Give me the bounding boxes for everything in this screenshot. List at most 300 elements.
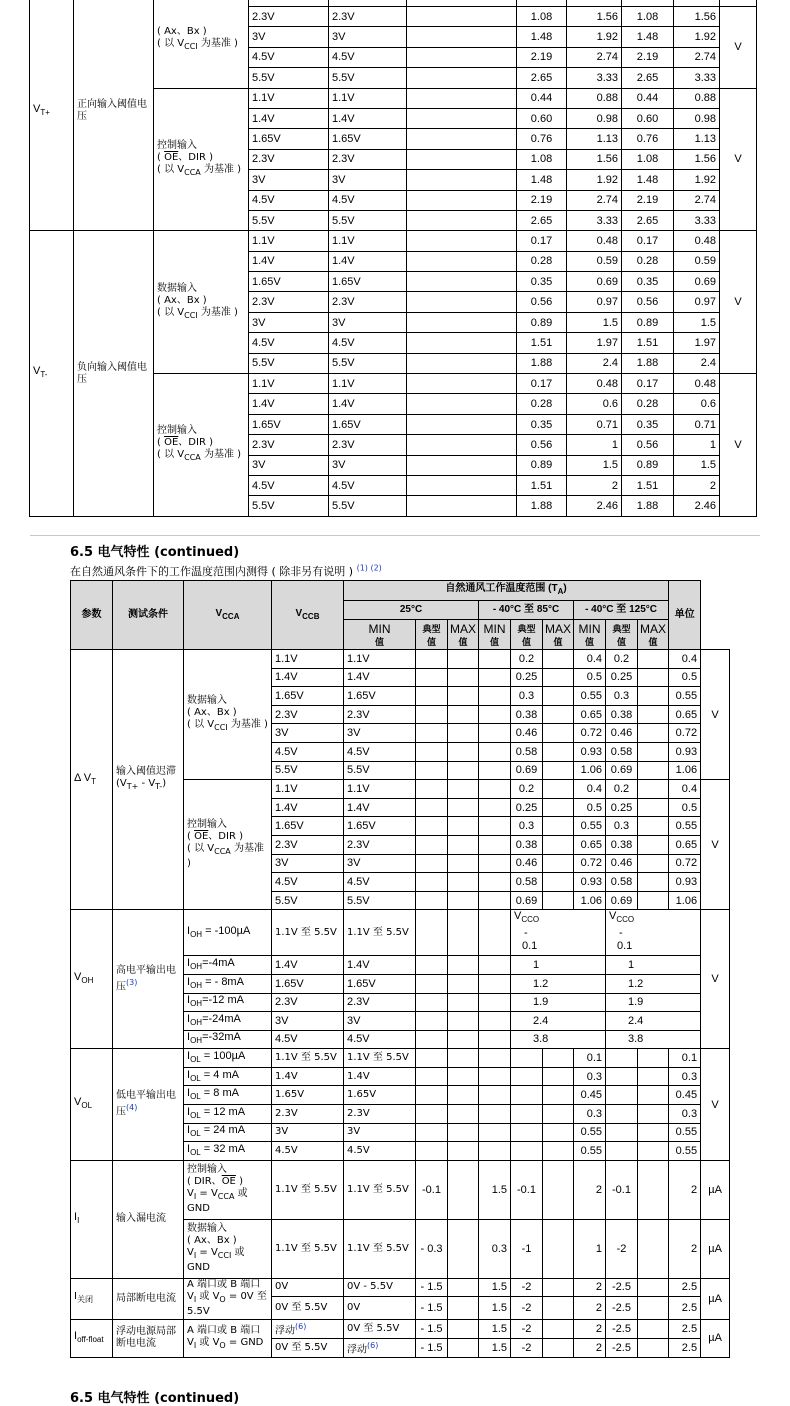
typ-cell xyxy=(407,496,517,516)
header-subcol: 典型 值 xyxy=(511,620,543,650)
max-cell: 3.33 xyxy=(674,210,720,230)
min-cell: 1.9 xyxy=(606,993,701,1012)
max-cell: 0.65 xyxy=(574,705,606,724)
table-cell xyxy=(638,1338,669,1357)
max-cell: 0.45 xyxy=(669,1086,701,1105)
typ-cell xyxy=(407,312,517,332)
min-cell: 2.19 xyxy=(517,47,567,67)
vcca-cell: 3V xyxy=(272,724,344,743)
min-cell: 0.44 xyxy=(517,88,567,108)
max-cell: 0.59 xyxy=(567,251,622,271)
typ-cell xyxy=(543,835,574,854)
table-cell xyxy=(479,1086,511,1105)
section-note: 在自然通风条件下的工作温度范围内测得 ( 除非另有说明 ) $^{(1) (2)}$ xyxy=(70,563,382,578)
max-cell xyxy=(479,817,511,836)
max-cell: 0.55 xyxy=(574,687,606,706)
typ-cell xyxy=(638,817,669,836)
max-cell: 0.72 xyxy=(669,854,701,873)
vcca-cell: 0V xyxy=(272,1278,344,1296)
min-cell: 0.2 xyxy=(511,780,543,799)
min-cell: 1.08 xyxy=(517,149,567,169)
vcca-cell: 1.4V xyxy=(272,956,344,975)
typ-cell xyxy=(448,650,479,669)
vcca-cell: 1.65V xyxy=(249,129,329,149)
min-cell: 0.35 xyxy=(517,414,567,434)
vccb-cell: 1.1V xyxy=(329,88,407,108)
typ-cell xyxy=(638,761,669,780)
table-cell xyxy=(448,1030,479,1049)
min-cell: 0.3 xyxy=(511,817,543,836)
vccb-cell: 1.1V xyxy=(344,780,416,799)
min-cell: 0.28 xyxy=(622,251,674,271)
table-cell xyxy=(543,1338,574,1357)
table-cell xyxy=(638,1086,669,1105)
max-cell: 2 xyxy=(567,475,622,495)
table-cell xyxy=(416,1142,448,1161)
unit-cell: µA xyxy=(701,1160,730,1219)
table-cell xyxy=(606,1105,638,1124)
min-cell: 0.89 xyxy=(517,312,567,332)
max-cell: 0.65 xyxy=(669,705,701,724)
table-cell xyxy=(479,910,511,956)
condition-cell: $I_{OH}=-12$ mA xyxy=(184,993,272,1012)
min-cell: 0.56 xyxy=(622,435,674,455)
max-cell: 0.3 xyxy=(479,1219,511,1278)
max-cell: 0.97 xyxy=(567,292,622,312)
max-cell: 0.6 xyxy=(567,394,622,414)
typ-cell xyxy=(543,668,574,687)
typ-cell xyxy=(448,891,479,910)
max-cell: 2 xyxy=(574,1160,606,1219)
spec-row xyxy=(30,231,757,251)
unit-cell: V xyxy=(720,7,757,89)
min-cell: 1.48 xyxy=(622,27,674,47)
max-cell: 2.5 xyxy=(669,1338,701,1357)
max-cell: 0.5 xyxy=(669,798,701,817)
typ-cell xyxy=(448,742,479,761)
min-cell: 1.08 xyxy=(622,7,674,27)
vcca-cell: 1.65V xyxy=(272,974,344,993)
min-cell: 0.2 xyxy=(606,780,638,799)
min-cell: 0.25 xyxy=(606,668,638,687)
vcca-cell: 1.65V xyxy=(249,272,329,292)
table-cell xyxy=(479,1030,511,1049)
typ-cell xyxy=(407,108,517,128)
vccb-cell: 3V xyxy=(344,1012,416,1031)
table-cell xyxy=(448,1278,479,1296)
min-cell: 1.2 xyxy=(511,974,606,993)
max-cell: 2 xyxy=(574,1319,606,1338)
vcca-cell: 2.3V xyxy=(272,705,344,724)
typ-cell xyxy=(448,687,479,706)
max-cell xyxy=(479,854,511,873)
max-cell: 0.65 xyxy=(669,835,701,854)
min-cell: 1.08 xyxy=(517,7,567,27)
vccb-cell: 1.1V xyxy=(329,374,407,394)
typ-cell xyxy=(448,780,479,799)
typ-cell xyxy=(407,88,517,108)
max-cell: 0.93 xyxy=(669,873,701,892)
header-subcol: MIN 值 xyxy=(574,620,606,650)
table-cell xyxy=(479,993,511,1012)
table-cell xyxy=(448,1219,479,1278)
min-cell: 2.65 xyxy=(622,210,674,230)
typ-cell xyxy=(448,817,479,836)
min-cell: 2.65 xyxy=(622,68,674,88)
typ-cell xyxy=(638,650,669,669)
min-cell xyxy=(416,761,448,780)
vccb-cell: 2.3V xyxy=(344,835,416,854)
vcca-cell: 3V xyxy=(249,455,329,475)
typ-cell xyxy=(543,854,574,873)
max-cell: 1.13 xyxy=(567,129,622,149)
table-cell xyxy=(448,974,479,993)
min-cell: -0.1 xyxy=(511,1160,543,1219)
max-cell: 0.4 xyxy=(574,780,606,799)
max-cell: 1.06 xyxy=(669,891,701,910)
typ-cell xyxy=(407,374,517,394)
table-cell xyxy=(479,956,511,975)
spec-row xyxy=(71,910,730,956)
min-cell: 0.76 xyxy=(622,129,674,149)
max-cell xyxy=(479,891,511,910)
max-cell: 1.92 xyxy=(567,170,622,190)
vccb-cell: 1.65V xyxy=(329,129,407,149)
min-cell: 0.89 xyxy=(622,312,674,332)
vccb-cell: 2.3V xyxy=(329,435,407,455)
table-cell xyxy=(511,1067,543,1086)
table-cell xyxy=(448,1067,479,1086)
max-cell: 2.5 xyxy=(669,1319,701,1338)
min-cell: - 0.3 xyxy=(416,1219,448,1278)
header-subcol: MAX 值 xyxy=(448,620,479,650)
min-cell: 3.8 xyxy=(511,1030,606,1049)
max-cell: 1.56 xyxy=(674,7,720,27)
vcca-cell: 5.5V xyxy=(249,68,329,88)
min-cell: 0.60 xyxy=(517,108,567,128)
table-cell xyxy=(638,1296,669,1319)
max-cell: 0.48 xyxy=(674,374,720,394)
min-cell xyxy=(416,742,448,761)
max-cell: 0.69 xyxy=(567,272,622,292)
vcca-cell: 3V xyxy=(249,312,329,332)
table-cell xyxy=(606,1086,638,1105)
table-cell xyxy=(606,1123,638,1142)
min-cell: 0.38 xyxy=(511,835,543,854)
spec-table xyxy=(70,580,730,1358)
max-cell xyxy=(479,798,511,817)
table-cell xyxy=(543,1105,574,1124)
header-param: 参数 xyxy=(71,581,113,650)
typ-cell xyxy=(407,353,517,373)
typ-cell xyxy=(638,705,669,724)
symbol-cell: $I_{off-float}$ xyxy=(71,1319,113,1357)
min-cell: 0.3 xyxy=(606,687,638,706)
min-cell: 0.46 xyxy=(511,724,543,743)
min-cell xyxy=(416,650,448,669)
vccb-cell: 1.65V xyxy=(344,687,416,706)
max-cell: 0.72 xyxy=(669,724,701,743)
max-cell: 0.6 xyxy=(674,394,720,414)
header-vccb: $V_{CCB}$ xyxy=(272,581,344,650)
max-cell xyxy=(479,761,511,780)
vccb-cell: 4.5V xyxy=(344,742,416,761)
vcca-cell: 2.3V xyxy=(272,1105,344,1124)
table-cell xyxy=(543,1067,574,1086)
header-vcca: $V_{CCA}$ xyxy=(184,581,272,650)
unit-cell: V xyxy=(701,650,730,780)
max-cell: 0.55 xyxy=(669,1142,701,1161)
table-cell xyxy=(448,956,479,975)
min-cell: 0.46 xyxy=(606,854,638,873)
condition-cell: A 端口或 B 端口 $V_I$ 或 $V_O = 0V$ 至 5.5V xyxy=(184,1278,272,1319)
header-subcol: MAX 值 xyxy=(638,620,669,650)
vcca-cell: 1.1V xyxy=(249,374,329,394)
unit-cell: µA xyxy=(701,1219,730,1278)
typ-cell xyxy=(407,414,517,434)
min-cell: 0.25 xyxy=(511,668,543,687)
vccb-cell: 1.65V xyxy=(329,414,407,434)
min-cell xyxy=(416,854,448,873)
max-cell: 1.56 xyxy=(567,7,622,27)
vccb-cell: 浮动$^{(6)}$ xyxy=(344,1338,416,1357)
vccb-cell: 3V xyxy=(344,1123,416,1142)
typ-cell xyxy=(638,873,669,892)
min-cell: 0.76 xyxy=(517,129,567,149)
min-cell xyxy=(416,668,448,687)
typ-cell xyxy=(407,210,517,230)
table-cell xyxy=(479,1105,511,1124)
table-cell xyxy=(606,1049,638,1068)
max-cell: 0.55 xyxy=(669,817,701,836)
max-cell: 1.92 xyxy=(674,27,720,47)
spec-row xyxy=(71,1319,730,1338)
condition-cell: 控制输入 ( $\overline{OE}$、DIR ) ( 以 $V_{CCA}$ 为基准 ) xyxy=(184,780,272,910)
typ-cell xyxy=(638,668,669,687)
min-cell: 0.89 xyxy=(622,455,674,475)
condition-cell: $I_{OL} = 4$ mA xyxy=(184,1067,272,1086)
vcca-cell: 2.3V xyxy=(249,149,329,169)
typ-cell xyxy=(407,394,517,414)
param-cell: 输入阈值迟滞 $(V_{T+} - V_{T-})$ xyxy=(113,650,184,910)
max-cell: 0.65 xyxy=(574,835,606,854)
header-range: 自然通风工作温度范围 $(T_A)$ xyxy=(344,581,669,601)
table-cell xyxy=(416,1012,448,1031)
top-table xyxy=(29,0,757,517)
typ-cell xyxy=(448,873,479,892)
vcca-cell: 1.65V xyxy=(272,817,344,836)
condition-cell: $I_{OH}$ = - 8mA xyxy=(184,974,272,993)
max-cell: 1.92 xyxy=(567,27,622,47)
symbol-cell: $V_{OH}$ xyxy=(71,910,113,1049)
typ-cell xyxy=(407,272,517,292)
typ-cell xyxy=(448,761,479,780)
max-cell xyxy=(479,650,511,669)
table-cell xyxy=(606,1067,638,1086)
table-cell xyxy=(543,1123,574,1142)
max-cell: 2.74 xyxy=(674,190,720,210)
table-cell xyxy=(543,1278,574,1296)
max-cell: 0.93 xyxy=(574,873,606,892)
max-cell xyxy=(479,705,511,724)
table-cell xyxy=(448,1012,479,1031)
vcca-cell: 1.4V xyxy=(249,108,329,128)
max-cell: 3.33 xyxy=(674,68,720,88)
min-cell xyxy=(416,817,448,836)
vccb-cell: 2.3V xyxy=(344,993,416,1012)
typ-cell xyxy=(543,724,574,743)
vccb-cell: 0V 至 5.5V xyxy=(344,1319,416,1338)
min-cell xyxy=(416,798,448,817)
table-cell xyxy=(479,1142,511,1161)
vccb-cell: 0V xyxy=(344,1296,416,1319)
vcca-cell: 4.5V xyxy=(272,1030,344,1049)
max-cell: 0.3 xyxy=(669,1105,701,1124)
vccb-cell: 1.1V 至 5.5V xyxy=(344,1219,416,1278)
max-cell: 2 xyxy=(574,1338,606,1357)
max-cell: 0.1 xyxy=(669,1049,701,1068)
max-cell: 1.56 xyxy=(567,149,622,169)
typ-cell xyxy=(448,854,479,873)
table-cell xyxy=(638,1160,669,1219)
min-cell: 0.28 xyxy=(517,251,567,271)
min-cell: 0.46 xyxy=(511,854,543,873)
table-cell xyxy=(416,993,448,1012)
vccb-cell: 2.3V xyxy=(344,1105,416,1124)
max-cell: 0.3 xyxy=(669,1067,701,1086)
table-cell xyxy=(416,1086,448,1105)
min-cell: 0.89 xyxy=(517,455,567,475)
min-cell: 0.69 xyxy=(511,891,543,910)
typ-cell xyxy=(407,7,517,27)
min-cell: 1.2 xyxy=(606,974,701,993)
condition-cell: $I_{OL} = 12$ mA xyxy=(184,1105,272,1124)
param-cell: 输入漏电流 xyxy=(113,1160,184,1278)
min-cell: -0.1 xyxy=(416,1160,448,1219)
min-cell: 0.38 xyxy=(606,835,638,854)
max-cell: 0.4 xyxy=(669,780,701,799)
vccb-cell: 1.1V xyxy=(329,231,407,251)
min-cell: 0.56 xyxy=(622,292,674,312)
max-cell: 2.46 xyxy=(567,496,622,516)
min-cell: -2.5 xyxy=(606,1296,638,1319)
table-cell xyxy=(448,1086,479,1105)
vcca-cell: 1.1V 至 5.5V xyxy=(272,910,344,956)
vccb-cell: 1.4V xyxy=(329,108,407,128)
typ-cell xyxy=(638,798,669,817)
vcca-cell: 3V xyxy=(249,27,329,47)
vccb-cell: 5.5V xyxy=(344,761,416,780)
typ-cell xyxy=(407,455,517,475)
min-cell: 0.46 xyxy=(606,724,638,743)
condition-cell: $I_{OL} = 32$ mA xyxy=(184,1142,272,1161)
max-cell xyxy=(479,724,511,743)
max-cell: 0.59 xyxy=(674,251,720,271)
condition-cell: $I_{OL} = 8$ mA xyxy=(184,1086,272,1105)
table-cell xyxy=(511,1049,543,1068)
spec-row xyxy=(71,650,730,669)
typ-cell xyxy=(543,780,574,799)
vccb-cell: 1.4V xyxy=(329,251,407,271)
table-cell xyxy=(479,1067,511,1086)
max-cell: 0.71 xyxy=(567,414,622,434)
table-cell xyxy=(543,1319,574,1338)
min-cell: 0.28 xyxy=(517,394,567,414)
table-cell xyxy=(511,1123,543,1142)
min-cell: 1.51 xyxy=(517,333,567,353)
min-cell: -2 xyxy=(511,1296,543,1319)
min-cell: - 1.5 xyxy=(416,1338,448,1357)
max-cell: 2.74 xyxy=(567,190,622,210)
min-cell: - 1.5 xyxy=(416,1296,448,1319)
table-cell xyxy=(416,1105,448,1124)
max-cell: 0.98 xyxy=(674,108,720,128)
max-cell: 0.48 xyxy=(567,231,622,251)
header-unit: 单位 xyxy=(669,581,701,650)
max-cell: 0.93 xyxy=(574,742,606,761)
min-cell: 2.19 xyxy=(622,190,674,210)
min-cell: 0.25 xyxy=(606,798,638,817)
max-cell: 2 xyxy=(574,1278,606,1296)
section-divider xyxy=(30,535,760,536)
table-cell xyxy=(448,1338,479,1357)
max-cell: 0.71 xyxy=(674,414,720,434)
vcca-cell: 1.4V xyxy=(272,798,344,817)
vcca-cell: 1.1V xyxy=(249,88,329,108)
vcca-cell: 1.4V xyxy=(249,394,329,414)
typ-cell xyxy=(407,475,517,495)
vcca-cell: 5.5V xyxy=(249,210,329,230)
unit-cell: µA xyxy=(701,1278,730,1319)
param-cell: 负向输入阈值电压 xyxy=(74,231,154,516)
min-cell: 2.19 xyxy=(622,47,674,67)
vccb-cell: 5.5V xyxy=(329,68,407,88)
vcca-cell: 4.5V xyxy=(272,1142,344,1161)
table-cell xyxy=(416,910,448,956)
vcca-cell: 2.3V xyxy=(249,7,329,27)
vcca-cell: 4.5V xyxy=(272,873,344,892)
table-cell xyxy=(448,1160,479,1219)
vcca-cell: 1.1V xyxy=(249,231,329,251)
table-cell xyxy=(416,1030,448,1049)
min-cell: 0.28 xyxy=(622,394,674,414)
vccb-cell: 1.1V 至 5.5V xyxy=(344,910,416,956)
typ-cell xyxy=(638,835,669,854)
min-cell: 1.08 xyxy=(622,149,674,169)
typ-cell xyxy=(638,891,669,910)
vcca-cell: 4.5V xyxy=(249,47,329,67)
max-cell: 0.88 xyxy=(674,88,720,108)
max-cell: 0.55 xyxy=(574,1142,606,1161)
table-cell xyxy=(638,1319,669,1338)
max-cell: 0.88 xyxy=(567,88,622,108)
typ-cell xyxy=(407,251,517,271)
max-cell xyxy=(479,835,511,854)
max-cell: 0.98 xyxy=(567,108,622,128)
symbol-cell: $I_I$ xyxy=(71,1160,113,1278)
symbol-cell: $V_{T-}$ xyxy=(30,231,74,516)
typ-cell xyxy=(543,650,574,669)
min-cell: 0.17 xyxy=(622,374,674,394)
min-cell: -1 xyxy=(511,1219,543,1278)
table-cell xyxy=(511,1086,543,1105)
vcca-cell: 2.3V xyxy=(272,835,344,854)
max-cell: 2.74 xyxy=(674,47,720,67)
vcca-cell: 0V 至 5.5V xyxy=(272,1338,344,1357)
max-cell: 1.5 xyxy=(479,1319,511,1338)
vccb-cell: 2.3V xyxy=(344,705,416,724)
max-cell: 0.45 xyxy=(574,1086,606,1105)
